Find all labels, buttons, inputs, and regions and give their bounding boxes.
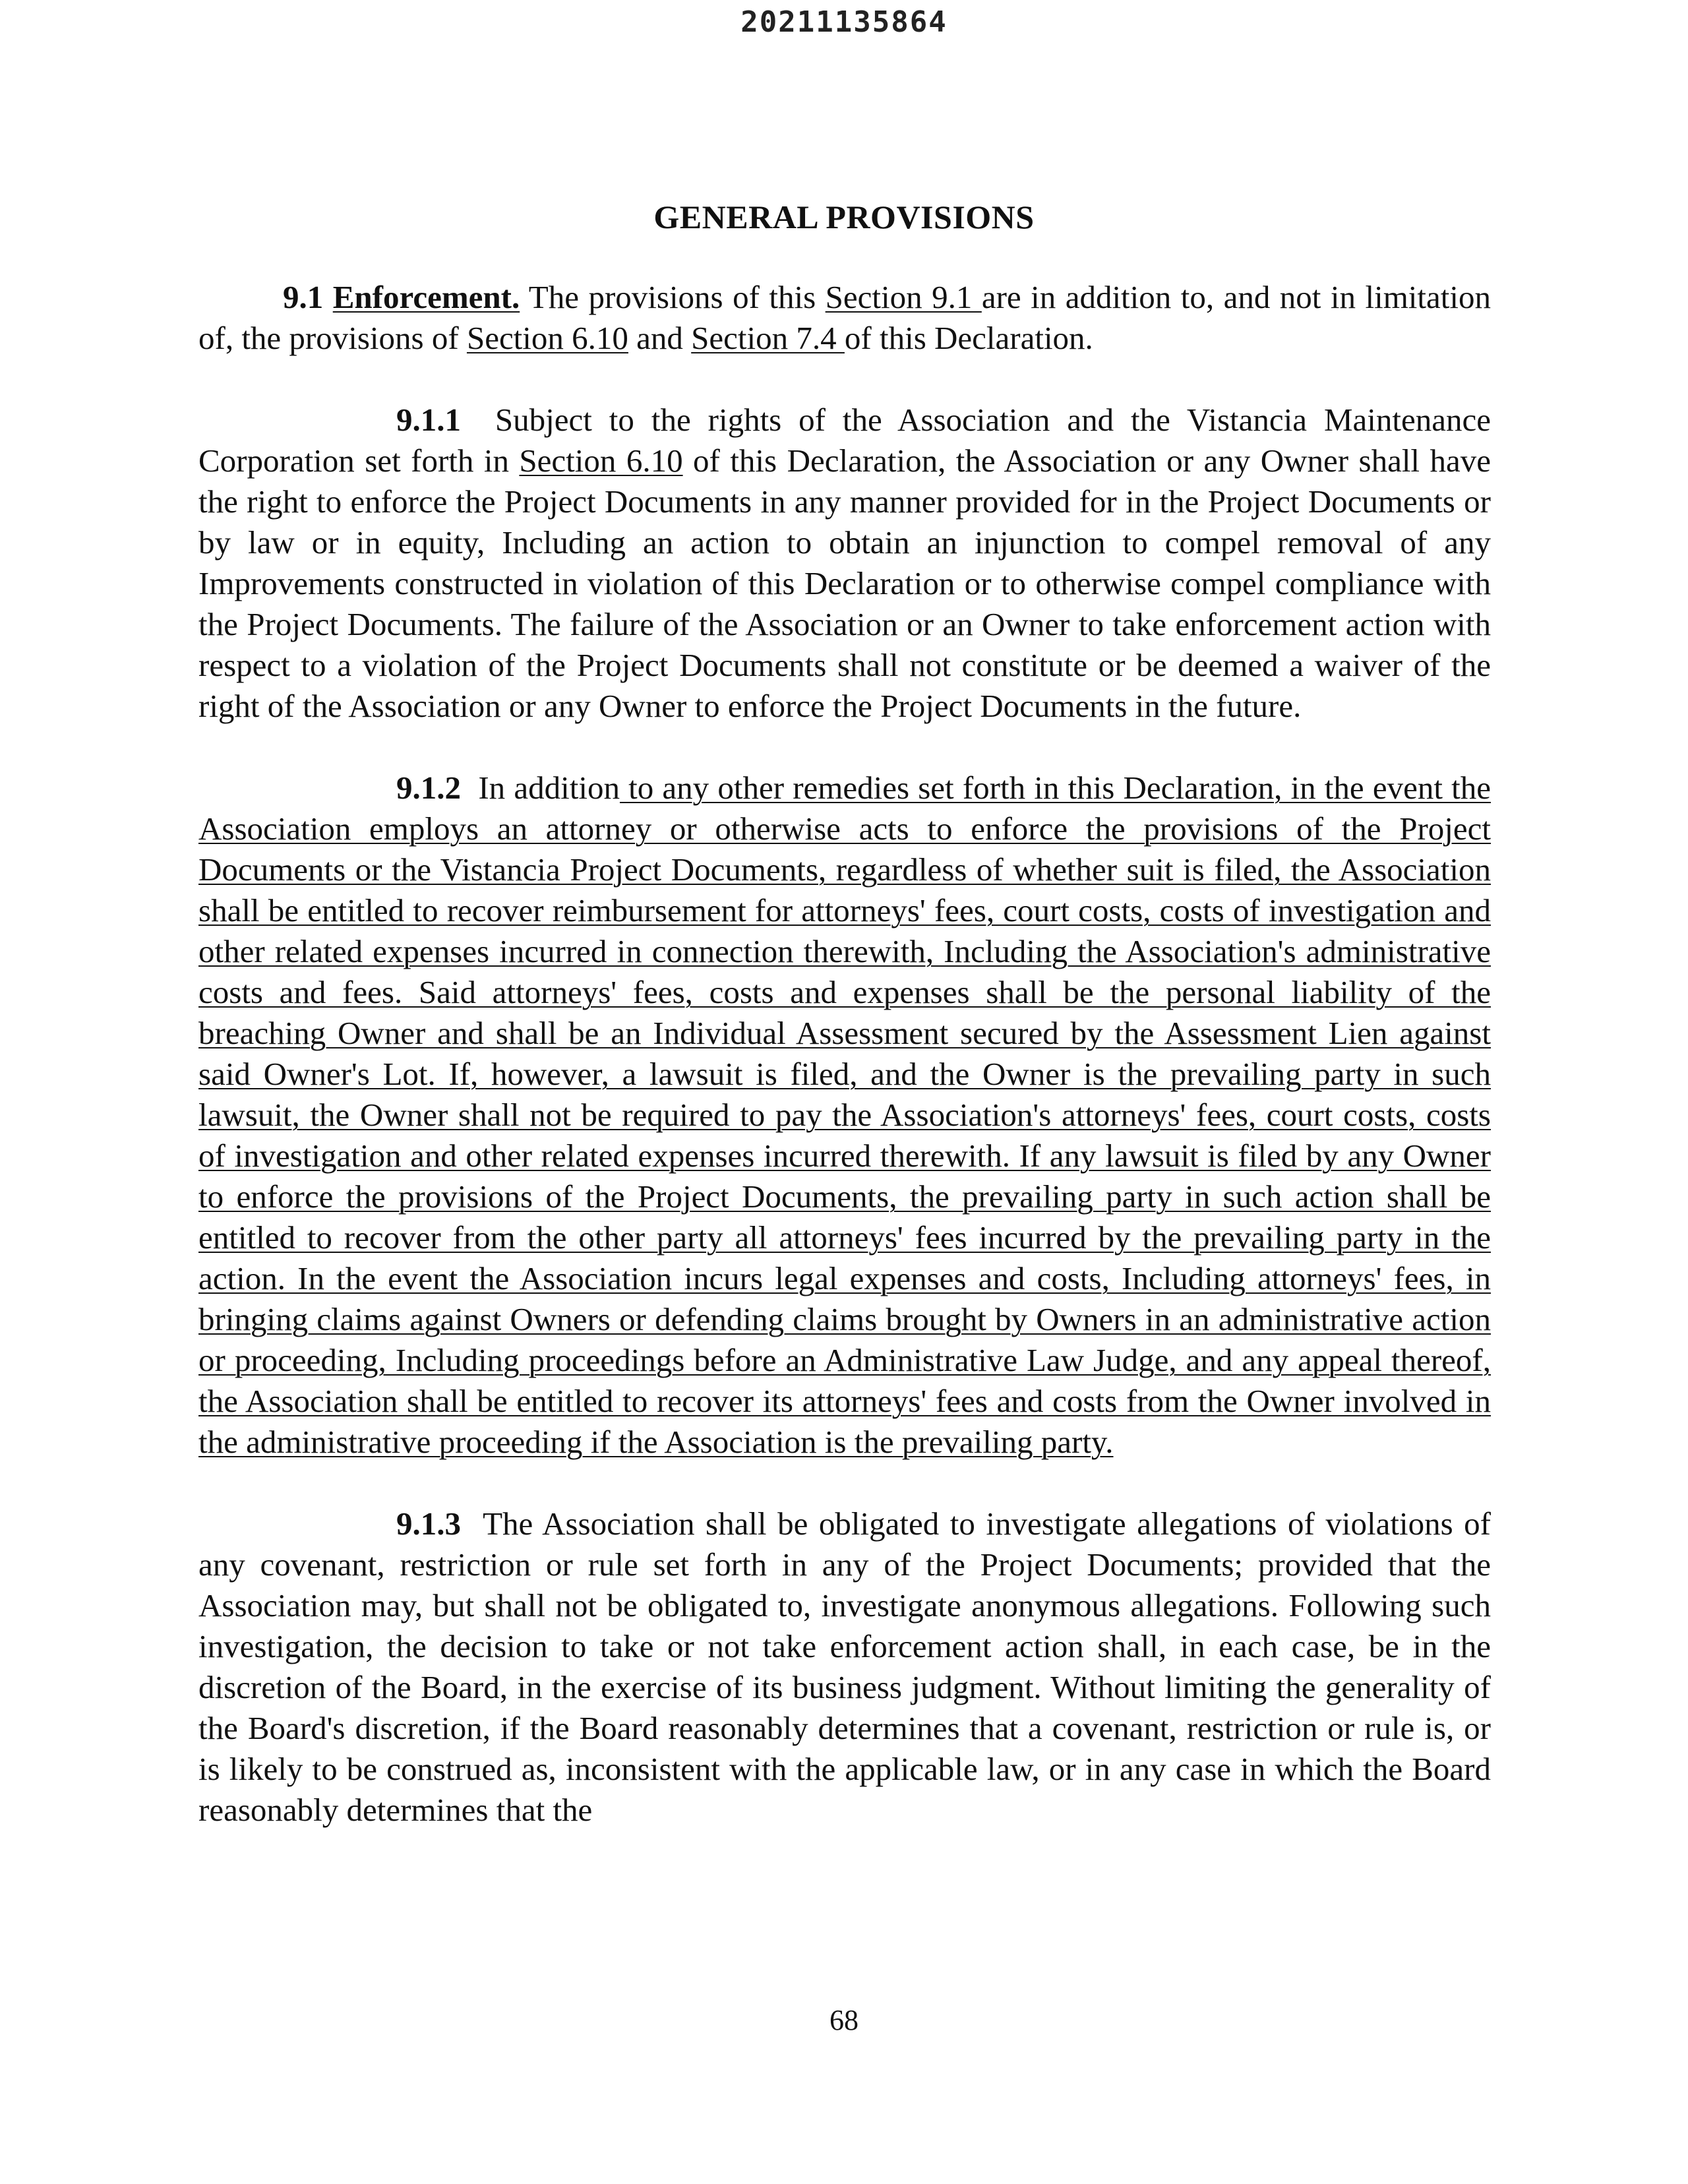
section-number: 9.1.3 [396,1505,461,1542]
section-heading: Enforcement. [332,279,520,315]
paragraph-text: The provisions of this [520,279,826,315]
paragraph-text: of this Declaration. [844,320,1093,356]
section-number: 9.1.2 [396,770,461,806]
section-reference: Section 9.1 [825,279,982,315]
page-title: GENERAL PROVISIONS [653,198,1035,235]
paragraph-text: In addition [478,770,620,806]
section-9-1-2-paragraph [198,768,1491,1463]
paragraph-text: are in addition to, and not in limitation of, the provisions of [198,279,1492,356]
section-number: 9.1.1 [396,402,461,438]
page-number: 68 [829,2004,859,2036]
section-reference: Section 6.10 [519,442,683,479]
section-reference: Section 7.4 [691,320,845,356]
paragraph-text: and [628,320,692,356]
document-number: 20211135864 [740,5,948,39]
underlined-amendment-text: to any other remedies set forth in this Declaration, in the event the Association employs an attorney or otherwise acts to enforce the provisions of the Project Documents or the Vistancia Project Documents, regardless of whether suit is filed, the Association shall be entitled to recover reimbursement for attorneys' fees, court costs, costs of investigation and other related expenses incurred in connection therewith, Including the Association's administrative costs and fees. Said attorneys' fees, costs and expenses shall be the personal liability of the breaching Owner and shall be an Individual Assessment secured by the Assessment Lien against said Owner's Lot. If, however, a lawsuit is filed, and the Owner is the prevailing party in such lawsuit, the Owner shall not be required to pay the Association's attorneys' fees, court costs, costs of investigation and other related expenses incurred therewith. If any lawsuit is filed by any Owner to enforce the provisions of the Project Documents, the prevailing party in such action shall be entitled to recover from the other party all attorneys' fees incurred by the prevailing party in the action. In the event the Association incurs legal expenses and costs, Including attorneys' fees, in bringing claims against Owners or defending claims brought by Owners in an administrative action or proceeding, Including proceedings before an Administrative Law Judge, and any appeal thereof, the Association shall be entitled to recover its attorneys' fees and costs from the Owner involved in the administrative proceeding if the Association is the prevailing party. [198,770,1491,1460]
section-9-1-1-paragraph [198,400,1491,727]
section-reference: Section 6.10 [466,320,628,356]
section-number: 9.1 [283,279,324,315]
paragraph-text: The Association shall be obligated to investigate allegations of violations of any covenant, restriction or rule set forth in any of the Project Documents; provided that the Association may, but shall not be obligated to, investigate anonymous allegations. Following such investigation, the decision to take or not take enforcement action shall, in each case, be in the discretion of the Board, in the exercise of its business judgment. Without limiting the generality of the Board's discretion, if the Board reasonably determines that a covenant, restriction or rule is, or is likely to be construed as, inconsistent with the applicable law, or in any case in which the Board reasonably determines that the [198,1505,1491,1828]
paragraph-text: of this Declaration, the Association or any Owner shall have the right to enforce the Project Documents in any manner provided for in the Project Documents or by law or in equity, Including an action to obtain an injunction to compel removal of any Improvements constructed in violation of this Declaration or to otherwise compel compliance with the Project Documents. The failure of the Association or an Owner to take enforcement action with respect to a violation of the Project Documents shall not constitute or be deemed a waiver of the right of the Association or any Owner to enforce the Project Documents in the future. [198,442,1491,724]
section-9-1-3-paragraph [198,1503,1491,1831]
paragraph-text: Subject to the rights of the Association and the Vistancia Maintenance Corporation set forth in [198,402,1491,479]
section-9-1-paragraph [198,277,1491,359]
document-body [198,277,1491,1871]
